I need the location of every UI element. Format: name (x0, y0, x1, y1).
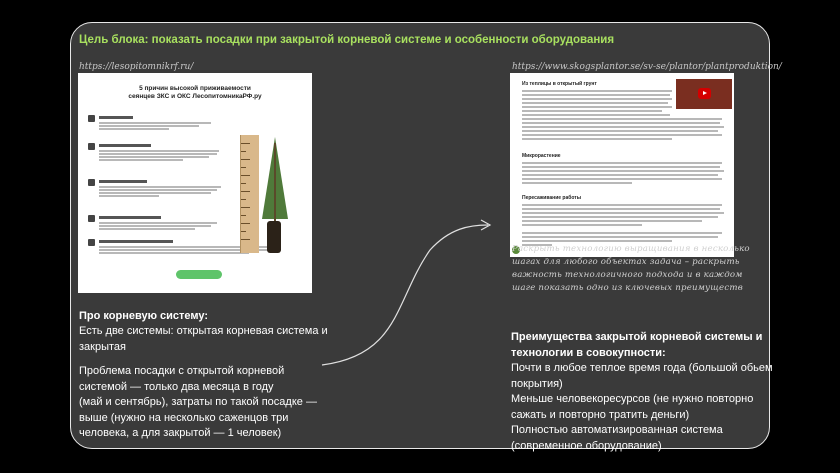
advantage-line: (современное оборудование) (511, 439, 662, 452)
video-thumbnail[interactable] (676, 79, 732, 109)
cta-button[interactable] (176, 270, 222, 279)
left-section-text-2: Проблема посадки с открытой корневой системой — только два месяца в году (май и сентябрь), затраты по такой посадке — выше (нужно на несколько саженцов три человека, а для закрытой — 1 человек) (79, 365, 317, 439)
right-section-title: Преимущества закрытой корневой системы и технологии в совокупности: (511, 331, 763, 359)
ruler-icon (88, 115, 95, 122)
article-heading-2: Микрорастение (522, 153, 561, 159)
screenshot-heading: 5 причин высокой приживаемости сеянцев ЗКС и ОКС ЛесопитомникаРФ.ру (128, 85, 262, 101)
ruler-image (240, 135, 259, 253)
root-icon (88, 143, 95, 150)
map-icon (88, 239, 95, 246)
advantages-list (511, 361, 773, 454)
block-title: Цель блока: показать посадки при закрытой корневой системе и особенности оборудования (79, 34, 615, 46)
advantage-line: сажать и повторно тратить деньги) (511, 408, 690, 421)
right-source-url[interactable]: https://www.skogsplantor.se/sv-se/plantor/plantproduktion/ (512, 62, 782, 72)
advantage-line: Полностью автоматизированная система (511, 424, 723, 436)
left-section-text-1: Есть две системы: открытая корневая система и закрытая (79, 325, 328, 353)
advantage-line: покрытия) (511, 377, 563, 390)
advantage-line: Почти в любое теплое время года (большой обьем (511, 362, 773, 374)
article-heading-3: Пересаживание работы (522, 195, 582, 201)
article-heading-1: Из теплицы в открытый грунт (522, 81, 597, 87)
truck-icon (88, 179, 95, 186)
left-website-screenshot (78, 73, 312, 293)
play-icon[interactable] (698, 88, 711, 99)
advantage-line: Меньше человекоресурсов (не нужно повторно (511, 393, 754, 405)
handwritten-note: Раскрыть технологию выращивания в несколько шагах для любого объектах задача – раскрыть важность технологичного подхода и в каждом шаге показать одно из ключевых преимуществ (512, 244, 750, 293)
root-plug-image (267, 221, 281, 253)
left-section-title: Про корневую систему: (79, 310, 209, 322)
left-source-url[interactable]: https://lesopitomnikrf.ru/ (79, 62, 194, 72)
thermometer-icon (88, 215, 95, 222)
right-website-screenshot (510, 73, 734, 257)
